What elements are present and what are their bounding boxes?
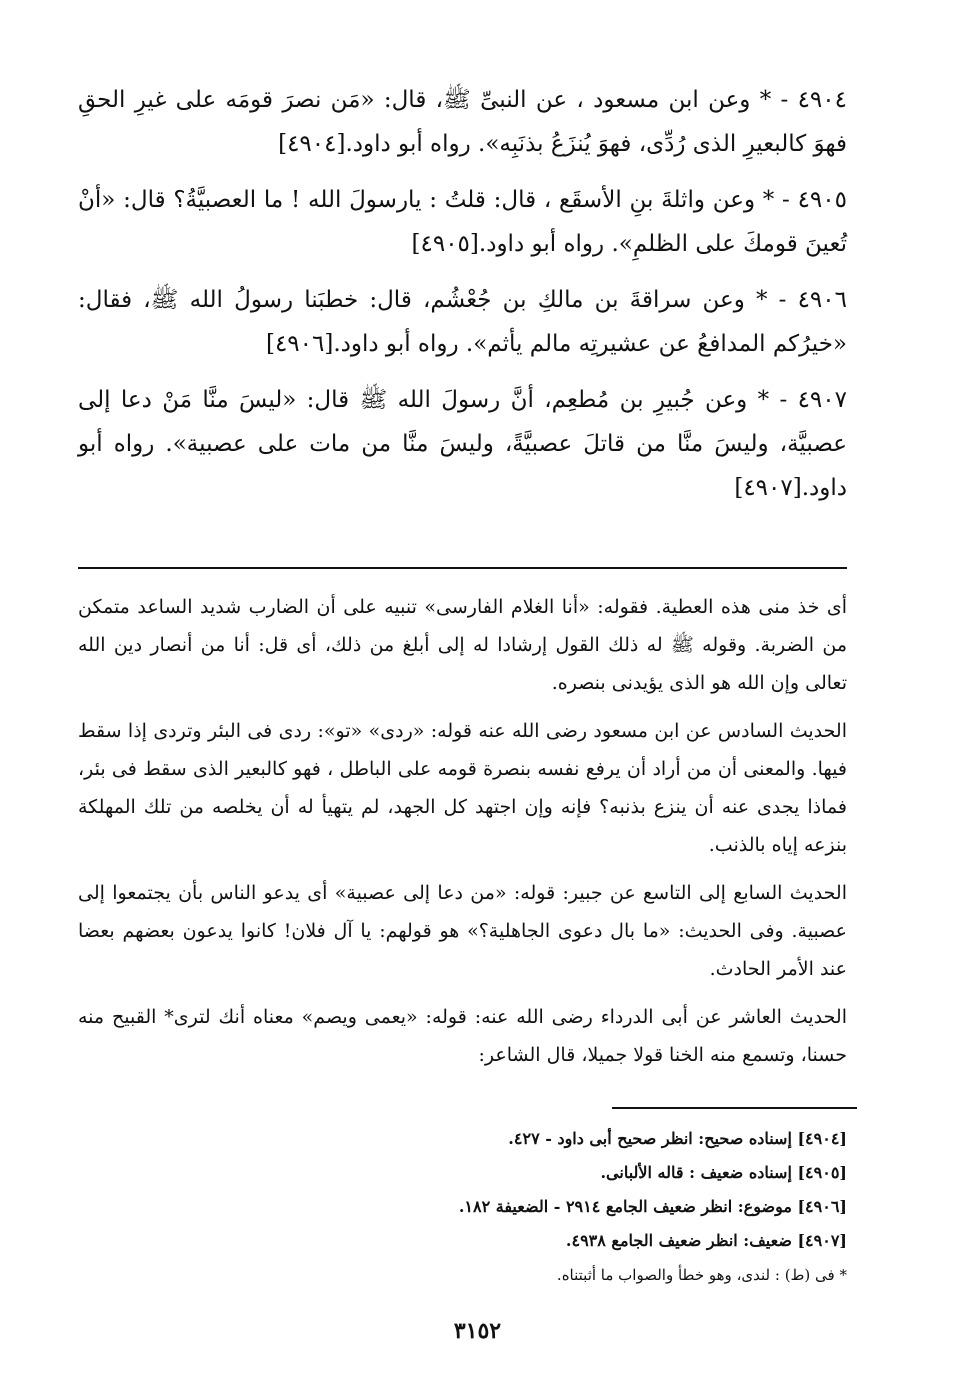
hadith-4905: ٤٩٠٥ - * وعن واثلةَ بنِ الأسقَع ، قال: قلتُ : يارسولَ الله ! ما العصبيَّةُ؟ قال: «أنْ تُعينَ قومكَ على الظلمِ». رواه أبو داود.[٤٩٠٥] [78,187,847,257]
footnote-4905: [٤٩٠٥] إسناده ضعيف : قاله الألبانى. [600,1163,847,1182]
footnote-4904: [٤٩٠٤] إسناده صحيح: انظر صحيح أبى داود - ٤٢٧. [508,1129,847,1148]
commentary-paragraph: الحديث العاشر عن أبى الدرداء رضى الله عنه: قوله: «يعمى ويصم» معناه أنك لترى* القبيح منه حسنا، وتسمع منه الخنا قولا جميلا، قال الشاعر: [78,1006,847,1066]
footnotes-section [78,1122,847,1292]
hadith-4906: ٤٩٠٦ - * وعن سراقةَ بن مالكِ بن جُعْشُم، قال: خطبَنا رسولُ الله ﷺ، فقال: «خيرُكم المدافعُ عن عشيرتِه مالم يأثم». رواه أبو داود.[٤٩٠٦] [78,287,847,357]
commentary-paragraph: الحديث السابع إلى التاسع عن جبير: قوله: «من دعا إلى عصبية» أى يدعو الناس بأن يجتمعوا إلى عصبية. وفى الحديث: «ما بال دعوى الجاهلية؟» هو قولهم: يا آل فلان! كانوا يدعون بعضهم بعضا عند الأمر الحادث. [78,882,847,980]
hadith-4904: ٤٩٠٤ - * وعن ابن مسعود ، عن النبىِّ ﷺ، قال: «مَن نصرَ قومَه على غيرِ الحقِ فهوَ كالبعيرِ الذى رُدِّى، فهوَ يُنزَعُ بذنَبِه». رواه أبو داود.[٤٩٠٤] [78,87,847,157]
commentary-paragraph: أى خذ منى هذه العطية. فقوله: «أنا الغلام الفارسى» تنبيه على أن الضارب شديد الساعد متمكن من الضربة. وقوله ﷺ له ذلك القول إرشادا له إلى أبلغ من ذلك، أى قل: أنا من أنصار دين الله تعالى وإن الله هو الذى يؤيدنى بنصره. [78,596,847,694]
hadith-4907: ٤٩٠٧ - * وعن جُبيرِ بن مُطعِم، أنَّ رسولَ الله ﷺ قال: «ليسَ منَّا مَنْ دعا إلى عصبيَّة، وليسَ منَّا من قاتلَ عصبيَّةً، وليسَ منَّا من مات على عصبية». رواه أبو داود.[٤٩٠٧] [78,387,847,501]
footnote-4907: [٤٩٠٧] ضعيف: انظر ضعيف الجامع ٤٩٣٨. [565,1231,847,1250]
hadith-section [78,78,847,522]
star-footnote: * فى (ط) : لندى، وهو خطأ والصواب ما أثبتناه. [556,1266,847,1284]
commentary-paragraph: الحديث السادس عن ابن مسعود رضى الله عنه قوله: «ردى» «تو»: ردى فى البئر وتردى إذا سقط فيها. والمعنى أن من أراد أن يرفع نفسه بنصرة قومه على الباطل ، فهو كالبعير الذى سقط فى بئر، فماذا يجدى عنه أن ينزع بذنبه؟ فإنه وإن اجتهد كل الجهد، لم يتهيأ له أن يخلصه من تلك المهلكة بنزعه إياه بالذنب. [78,720,847,856]
section-divider [78,567,847,569]
page-number: ٣١٥٢ [453,1318,502,1344]
footnote-divider [612,1107,857,1109]
commentary-section [78,588,847,1084]
footnote-4906: [٤٩٠٦] موضوع: انظر ضعيف الجامع ٢٩١٤ - الضعيفة ١٨٢. [458,1197,847,1216]
